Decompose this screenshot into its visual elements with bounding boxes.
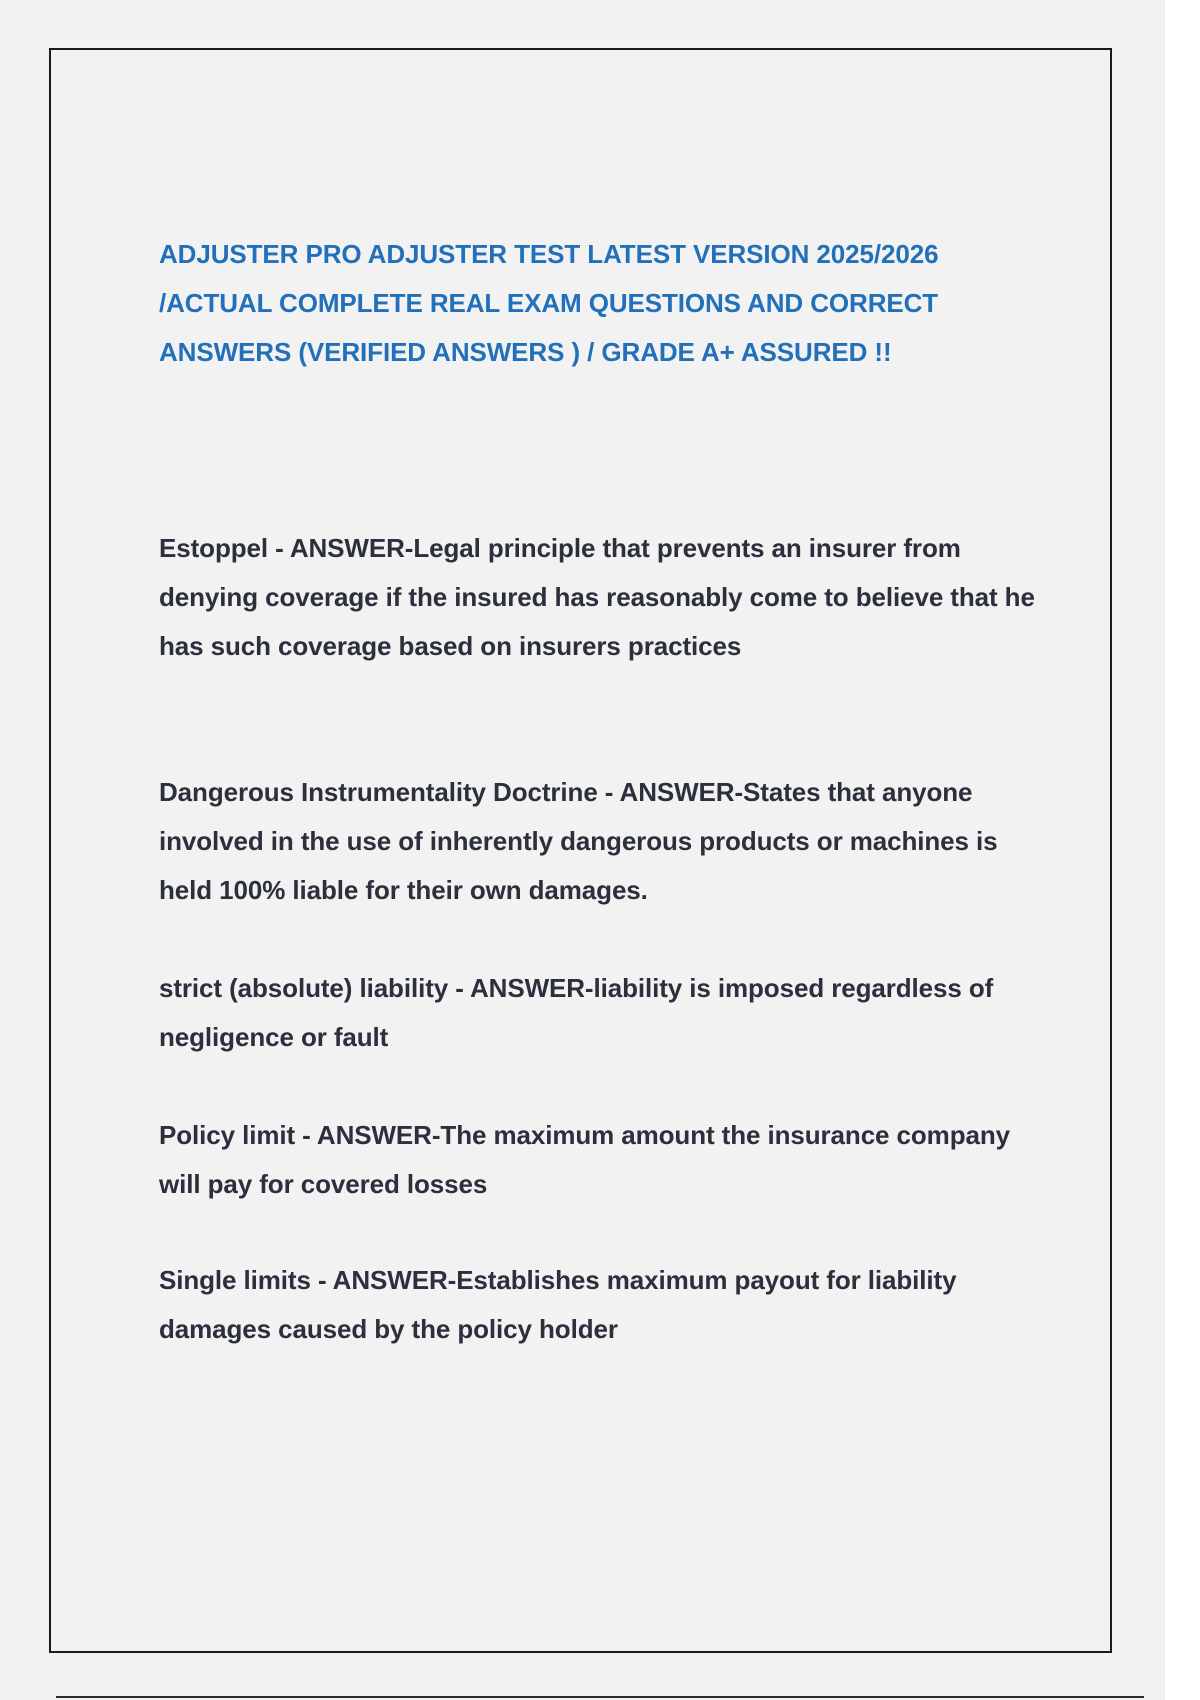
- page-margin-strip: [1165, 0, 1200, 1700]
- qa-entry-dangerous-instrumentality: Dangerous Instrumentality Doctrine - ANSWER-States that anyone involved in the use of inherently dangerous products or machines is held 100% liable for their own damages.: [159, 777, 998, 905]
- qa-entry-single-limits: Single limits - ANSWER-Establishes maximum payout for liability damages caused by the policy holder: [159, 1265, 957, 1344]
- qa-entry-strict-liability: strict (absolute) liability - ANSWER-liability is imposed regardless of negligence or fault: [159, 973, 994, 1052]
- qa-entry-policy-limit: Policy limit - ANSWER-The maximum amount the insurance company will pay for covered losses: [159, 1120, 1010, 1199]
- bottom-divider: [56, 1696, 1144, 1698]
- document-title: ADJUSTER PRO ADJUSTER TEST LATEST VERSION 2025/2026 /ACTUAL COMPLETE REAL EXAM QUESTIONS AND CORRECT ANSWERS (VERIFIED ANSWERS ) / GRADE A+ ASSURED !!: [159, 239, 939, 367]
- qa-entry-estoppel: Estoppel - ANSWER-Legal principle that prevents an insurer from denying coverage if the insured has reasonably come to believe that he has such coverage based on insurers practices: [159, 533, 1035, 661]
- document-page: [49, 48, 1112, 1653]
